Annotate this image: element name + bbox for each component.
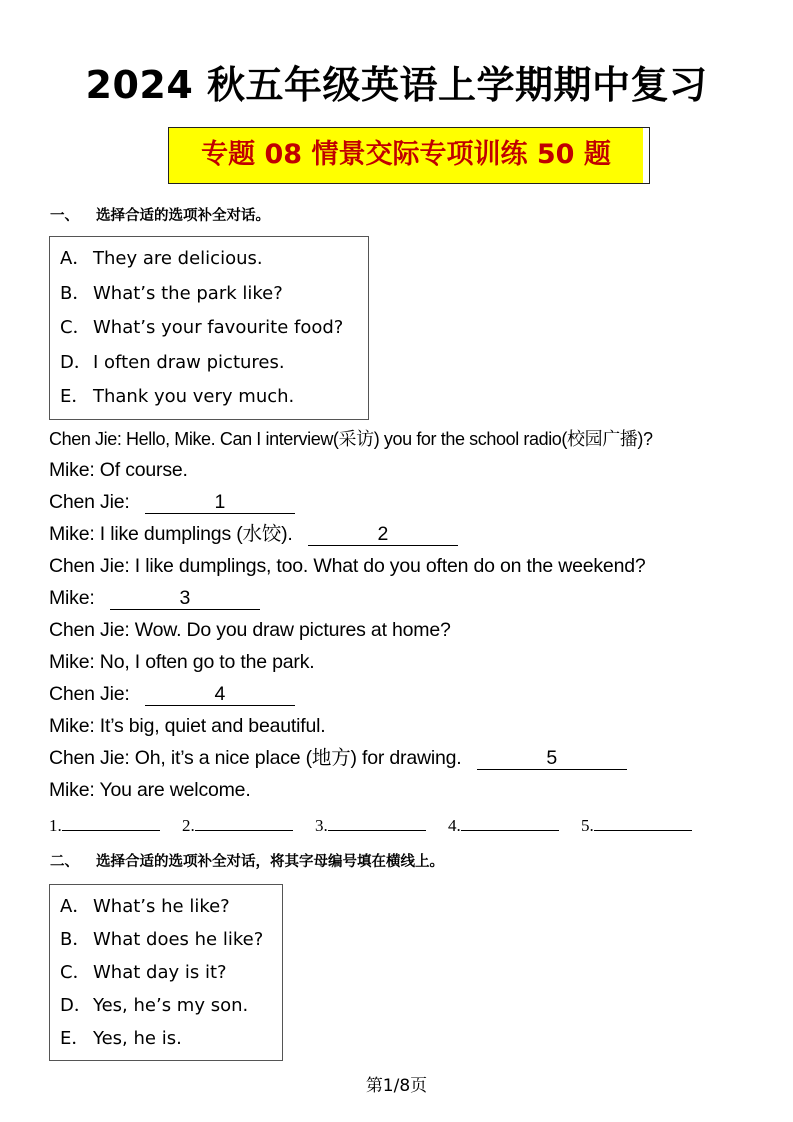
- option-a: [60, 895, 230, 919]
- blank-4[interactable]: 4: [145, 683, 295, 706]
- answer-blank-1[interactable]: [62, 813, 160, 831]
- option-letter: B．: [60, 283, 91, 304]
- option-text: Yes, he is.: [93, 1028, 182, 1049]
- section-2-number: 二、: [50, 854, 79, 870]
- dialogue-line-6: [49, 585, 260, 611]
- dialogue-line-4: [49, 521, 458, 547]
- option-letter: C．: [60, 962, 91, 983]
- option-text: Thank you very much.: [93, 386, 295, 407]
- option-letter: D．: [60, 995, 92, 1016]
- option-d: [60, 351, 285, 375]
- dialogue-line-2: Mike: Of course.: [49, 459, 188, 481]
- section-1-options-box: [49, 236, 369, 420]
- section-1-number: 一、: [50, 208, 79, 224]
- option-b: [60, 928, 263, 952]
- dialogue-line-9: [49, 681, 295, 707]
- answer-4: [448, 813, 559, 837]
- option-text: What’s he like?: [93, 896, 230, 917]
- section-2-heading: [50, 850, 444, 871]
- option-letter: D．: [60, 352, 92, 373]
- option-e: [60, 1027, 182, 1051]
- dialogue-text: Chen Jie: Oh, it’s a nice place (地方) for drawing.: [49, 747, 467, 769]
- answer-label: 4.: [448, 816, 461, 835]
- dialogue-line-5: Chen Jie: I like dumplings, too. What do you often do on the weekend?: [49, 555, 646, 577]
- option-text: What’s the park like?: [93, 283, 283, 304]
- option-text: They are delicious.: [93, 248, 263, 269]
- section-2-instruction: 选择合适的选项补全对话，将其字母编号填在横线上。: [96, 854, 444, 870]
- dialogue-line-8: Mike: No, I often go to the park.: [49, 651, 315, 673]
- answer-label: 2.: [182, 816, 195, 835]
- option-a: [60, 247, 263, 271]
- dialogue-line-12: Mike: You are welcome.: [49, 779, 251, 801]
- answer-label: 3.: [315, 816, 328, 835]
- answer-blank-3[interactable]: [328, 813, 426, 831]
- dialogue-text: Mike: I like dumplings (水饺).: [49, 523, 298, 545]
- option-letter: E．: [60, 386, 90, 407]
- option-letter: A．: [60, 896, 91, 917]
- subtitle-text: 专题 08 情景交际专项训练 50 题: [201, 139, 611, 170]
- answer-label: 1.: [49, 816, 62, 835]
- page-indicator: 第1/8页: [365, 1076, 428, 1096]
- answer-2: [182, 813, 293, 837]
- option-e: [60, 385, 294, 409]
- option-letter: C．: [60, 317, 91, 338]
- section-1-instruction: 选择合适的选项补全对话。: [96, 208, 270, 224]
- answer-blank-4[interactable]: [461, 813, 559, 831]
- option-letter: E．: [60, 1028, 90, 1049]
- answer-label: 5.: [581, 816, 594, 835]
- option-text: What day is it?: [93, 962, 227, 983]
- subtitle-banner: [168, 127, 650, 184]
- section-2-options-box: [49, 884, 283, 1061]
- answer-row: [49, 813, 710, 837]
- blank-2[interactable]: 2: [308, 523, 458, 546]
- answer-blank-2[interactable]: [195, 813, 293, 831]
- option-letter: A．: [60, 248, 91, 269]
- blank-1[interactable]: 1: [145, 491, 295, 514]
- dialogue-speaker: Chen Jie:: [49, 491, 135, 513]
- option-text: What’s your favourite food?: [93, 317, 344, 338]
- option-d: [60, 994, 248, 1018]
- dialogue-speaker: Mike:: [49, 587, 100, 609]
- dialogue-speaker: Chen Jie:: [49, 683, 135, 705]
- section-1-heading: [50, 204, 270, 225]
- option-text: Yes, he’s my son.: [93, 995, 249, 1016]
- blank-5[interactable]: 5: [477, 747, 627, 770]
- blank-3[interactable]: 3: [110, 587, 260, 610]
- answer-5: [581, 813, 692, 837]
- option-text: What does he like?: [93, 929, 264, 950]
- answer-blank-5[interactable]: [594, 813, 692, 831]
- option-c: [60, 316, 343, 340]
- answer-1: [49, 813, 160, 837]
- dialogue-line-10: Mike: It’s big, quiet and beautiful.: [49, 715, 326, 737]
- option-letter: B．: [60, 929, 91, 950]
- document-title: 2024 秋五年级英语上学期期中复习: [85, 63, 708, 107]
- dialogue-line-7: Chen Jie: Wow. Do you draw pictures at home?: [49, 619, 451, 641]
- option-b: [60, 282, 283, 306]
- dialogue-line-3: [49, 489, 295, 515]
- option-text: I often draw pictures.: [93, 352, 285, 373]
- answer-3: [315, 813, 426, 837]
- dialogue-line-11: [49, 745, 627, 771]
- option-c: [60, 961, 227, 985]
- dialogue-line-1: Chen Jie: Hello, Mike. Can I interview(采访) you for the school radio(校园广播)?: [49, 429, 653, 449]
